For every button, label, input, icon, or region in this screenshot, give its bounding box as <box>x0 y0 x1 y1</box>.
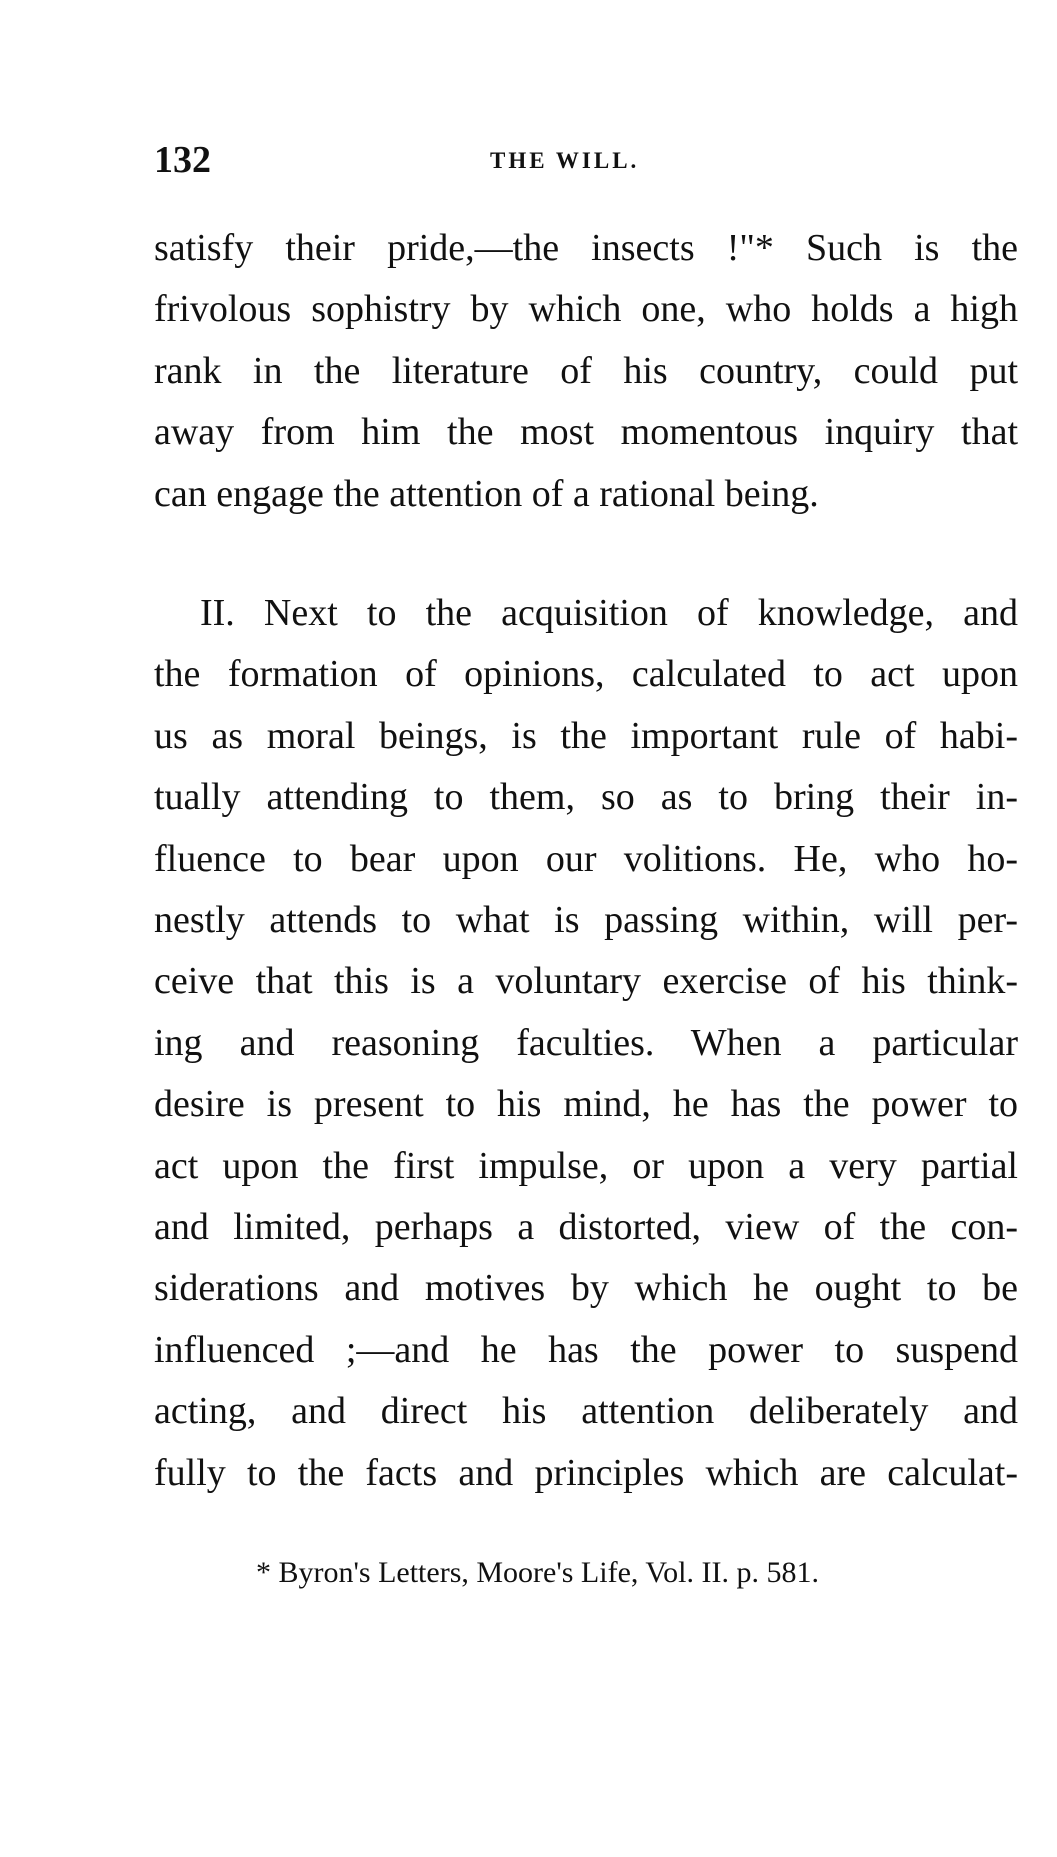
text-line: ceive that this is a voluntary exercise of his think- <box>154 960 1018 1003</box>
text-line: can engage the attention of a rational being. <box>154 472 819 515</box>
text-line: II. Next to the acquisition of knowledge, and <box>200 592 1018 634</box>
page-number: 132 <box>154 139 211 181</box>
paragraph-section-ii <box>154 583 1018 1504</box>
text-line: acting, and direct his attention deliberately and <box>154 1390 1018 1433</box>
text-line: us as moral beings, is the important rule of habi- <box>154 714 1018 757</box>
text-line: siderations and motives by which he ought to be <box>154 1267 1018 1310</box>
running-title: THE WILL. <box>490 148 640 173</box>
text-line: fully to the facts and principles which are calculat- <box>154 1451 1018 1494</box>
text-line: ing and reasoning faculties. When a particular <box>154 1021 1018 1064</box>
text-line: act upon the first impulse, or upon a very partial <box>154 1144 1018 1187</box>
text-line: desire is present to his mind, he has the power to <box>154 1083 1018 1126</box>
text-line: tually attending to them, so as to bring their in- <box>154 776 1018 819</box>
text-line: the formation of opinions, calculated to act upon <box>154 653 1018 696</box>
text-line: rank in the literature of his country, could put <box>154 349 1018 392</box>
footnote: * Byron's Letters, Moore's Life, Vol. II. p. 581. <box>256 1556 819 1589</box>
text-line: away from him the most momentous inquiry that <box>154 411 1018 454</box>
text-line: influenced ;—and he has the power to suspend <box>154 1328 1018 1371</box>
paragraph-continuation <box>154 218 1018 525</box>
text-line: fluence to bear upon our volitions. He, who ho- <box>154 837 1018 880</box>
text-line: satisfy their pride,—the insects !"* Such is the <box>154 227 1018 269</box>
text-line: frivolous sophistry by which one, who holds a high <box>154 288 1018 331</box>
text-line: and limited, perhaps a distorted, view of the con- <box>154 1206 1018 1249</box>
text-line: nestly attends to what is passing within, will per- <box>154 899 1018 942</box>
